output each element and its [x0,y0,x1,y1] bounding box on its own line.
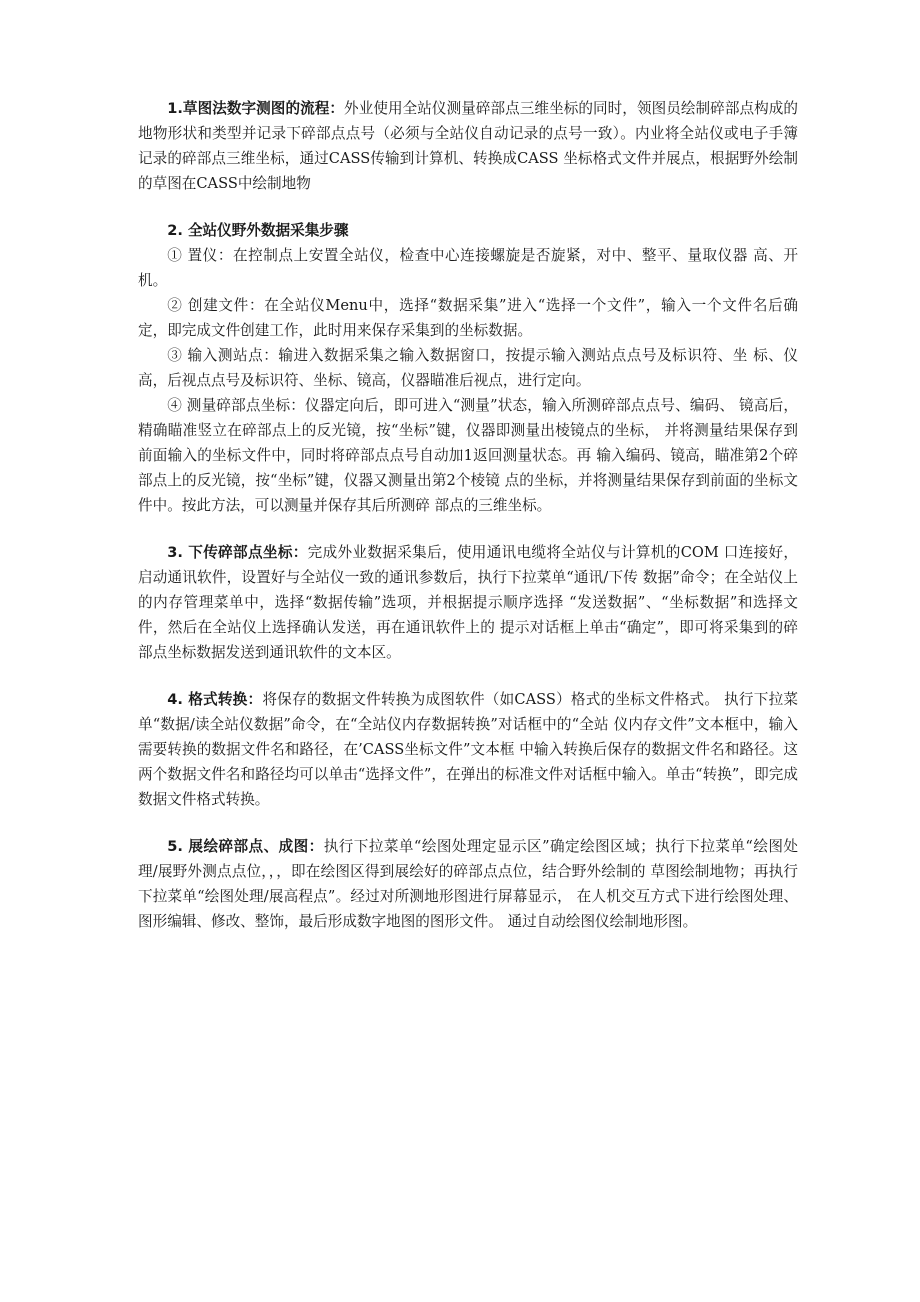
section-format-conversion [138,687,798,812]
paragraph-field-collection-heading [138,218,798,243]
body-plotting: 执行下拉菜单“绘图处理定显示区”确定绘图区域；执行下拉菜单“绘图处理/展野外测点点位，，，即在绘图区得到展绘好的碎部点点位，结合野外绘制的 草图绘制地物；再执行下拉菜单“绘图处理/展高程点”。经过对所测地形图进行屏幕显示， 在人机交互方式下进行绘图处理、图形编辑、修改、整饰，最后形成数字地图的图形文件。 通过自动绘图仪绘制地形图。 [138,838,798,930]
heading-download: 3. 下传碎部点坐标： [167,544,308,561]
step-measure-points: ④ 测量碎部点坐标：仪器定向后，即可进入“测量”状态，输入所测碎部点点号、编码、 镜高后，精确瞄准竖立在碎部点上的反光镜，按“坐标”键，仪器即测量出棱镜点的坐标， 并将测量结果保存到前面输入的坐标文件中，同时将碎部点点号自动加1返回测量状态。再 输入编码、镜高，瞄准第2个碎部点上的反光镜，按“坐标”键，仪器又测量出第2个棱镜 点的坐标，并将测量结果保存到前面的坐标文件中。按此方法，可以测量并保存其后所测碎 部点的三维坐标。 [138,397,798,514]
step-input-station: ③ 输入测站点：输进入数据采集之输入数据窗口，按提示输入测站点点号及标识符、坐 标、仪高，后视点点号及标识符、坐标、镜高，仪器瞄准后视点，进行定向。 [138,347,798,389]
body-format-conversion: 将保存的数据文件转换为成图软件（如CASS）格式的坐标文件格式。 执行下拉菜单“数据/读全站仪数据”命令，在“全站仪内存数据转换”对话框中的“全站 仪内存文件”文本框中，输入需要转换的数据文件名和路径，在’CASS坐标文件”文本框 中输入转换后保存的数据文件名和路径。这两个数据文件名和路径均可以单击“选择文件”，在弹出的标准文件对话框中输入。单击“转换”，即完成数据文件格式转换。 [138,691,798,808]
paragraph-workflow [138,96,798,196]
paragraph-download [138,540,798,665]
document-page [138,96,798,934]
heading-workflow: 1.草图法数字测图的流程： [167,100,345,117]
paragraph-format-conversion [138,687,798,812]
heading-format-conversion: 4. 格式转换： [167,691,263,708]
body-download: 完成外业数据采集后，使用通讯电缆将全站仪与计算机的COM 口连接好，启动通讯软件，设置好与全站仪一致的通讯参数后，执行下拉菜单“通讯/下传 数据”命令；在全站仪上的内存管理菜单中，选择“数据传输”选项，并根据提示顺序选择 “发送数据”、“坐标数据”和选择文件，然后在全站仪上选择确认发送，再在通讯软件上的 提示对话框上单击“确定”，即可将采集到的碎部点坐标数据发送到通讯软件的文本区。 [138,544,799,661]
heading-field-collection: 2. 全站仪野外数据采集步骤 [167,222,349,239]
section-download [138,540,798,665]
body-workflow: 外业使用全站仪测量碎部点三维坐标的同时，领图员绘制碎部点构成的地物形状和类型并记录下碎部点点号（必须与全站仪自动记录的点号一致）。内业将全站仪或电子手簿记录的碎部点三维坐标，通过CASS传输到计算机、转换成CASS 坐标格式文件并展点，根据野外绘制的草图在CASS中绘制地物 [138,100,798,192]
heading-plotting: 5. 展绘碎部点、成图： [167,838,324,855]
step-setup: ① 置仪：在控制点上安置全站仪，检查中心连接螺旋是否旋紧，对中、整平、量取仪器 高、开机。 [138,247,798,289]
step-create-file: ② 创建文件：在全站仪Menu中，选择“数据采集”进入“选择一个文件”，输入一个文件名后确定，即完成文件创建工作，此时用来保存采集到的坐标数据。 [138,297,798,339]
paragraph-plotting [138,834,798,934]
section-field-collection [138,218,798,518]
section-plotting [138,834,798,934]
section-workflow [138,96,798,196]
